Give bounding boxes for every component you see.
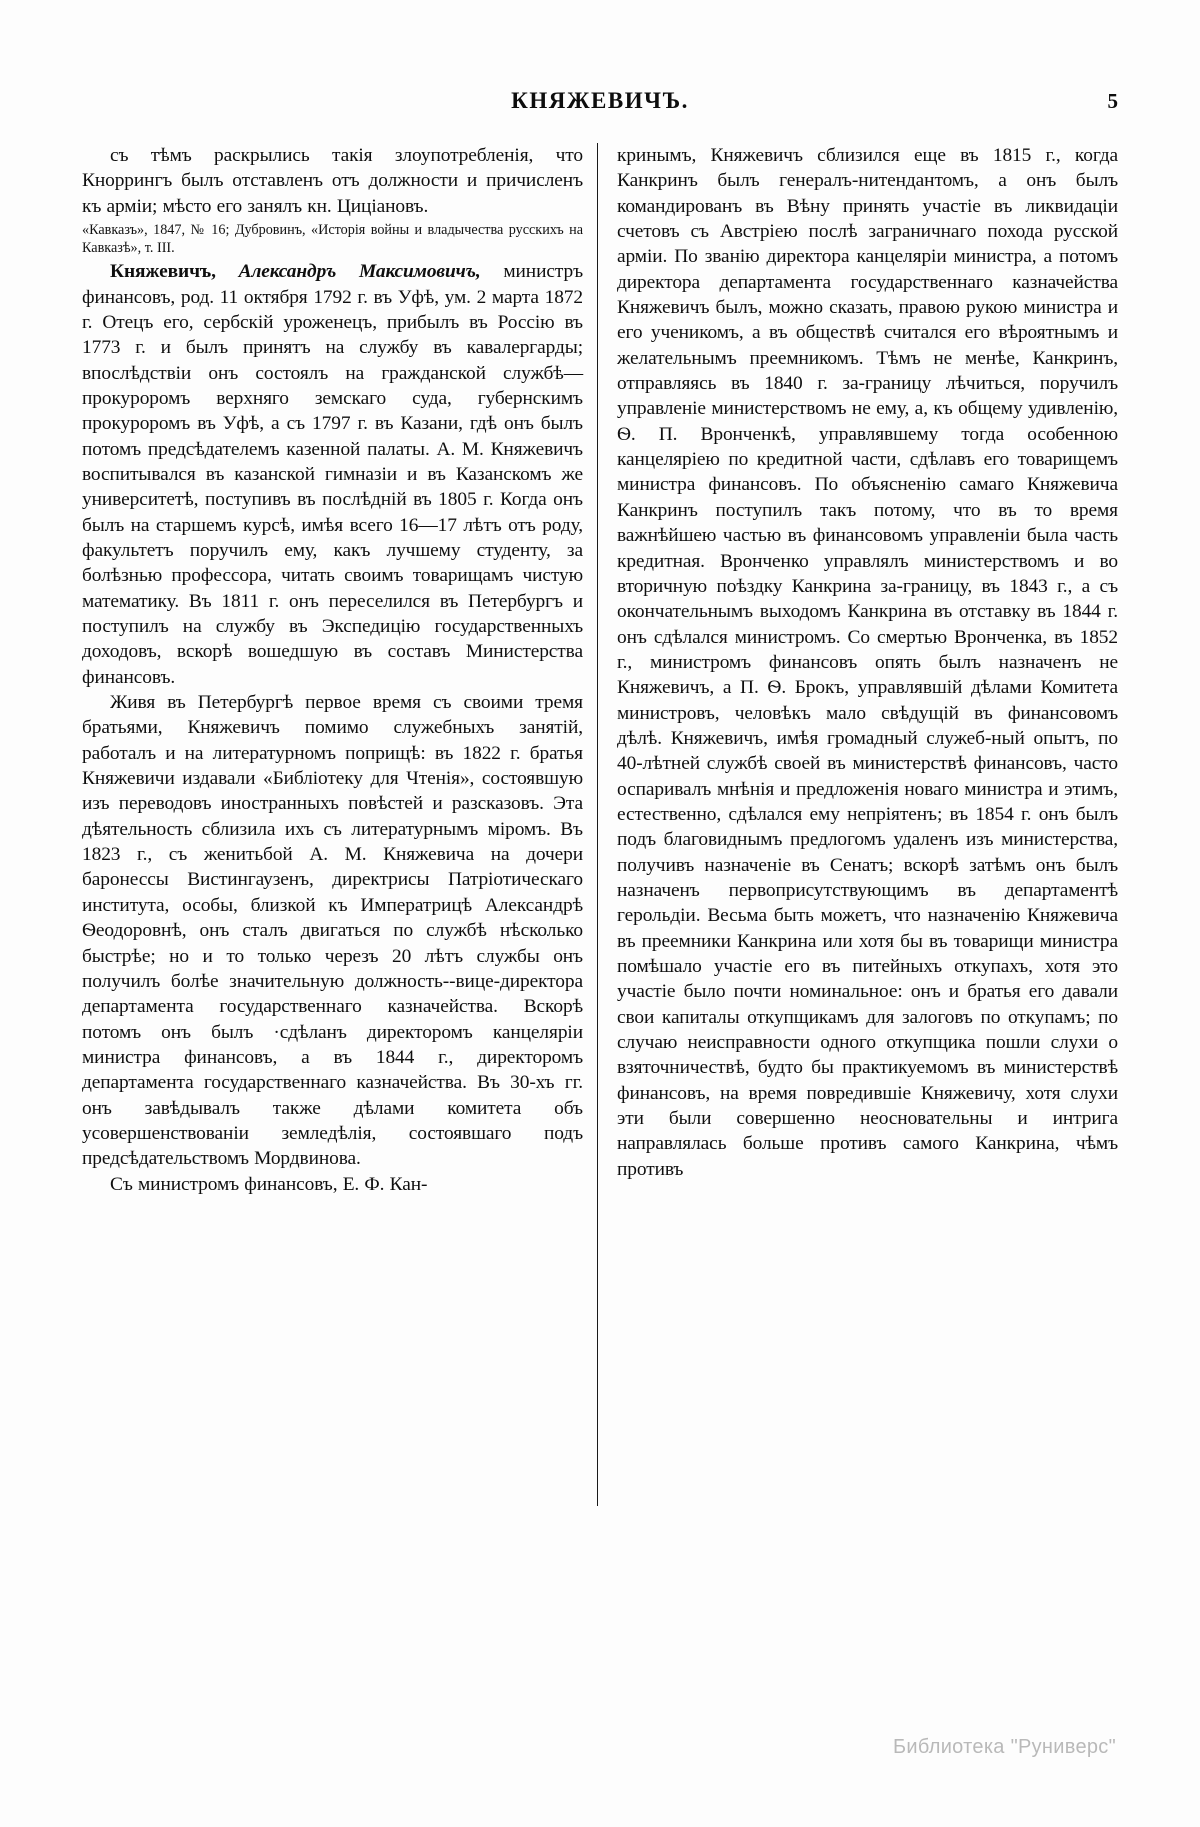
entry-body: министръ финансовъ, род. 11 октября 1792 г. въ Уфѣ, ум. 2 марта 1872 г. Отецъ его, сербскій уроженецъ, прибылъ въ Россію въ 1773 г. и былъ принятъ на службу въ кавалергарды; впослѣдствіи онъ состоялъ на гражданской службѣ—прокурoромъ верхняго земскаго суда, губернскимъ прокуроромъ въ Уфѣ, а съ 1797 г. въ Казани, гдѣ онъ былъ потомъ предсѣдателемъ казенной палаты. А. М. Княжевичъ воспитывался въ казанской гимназіи и въ Казанскомъ же университетѣ, поступивъ въ послѣдній въ 1805 г. Когда онъ былъ на старшемъ курсѣ, имѣя всего 16—17 лѣтъ отъ роду, факультетъ поручилъ ему, какъ лучшему студенту, за болѣзнью профессора, читать своимъ товарищамъ чистую математику. Въ 1811 г. онъ переселился въ Петербургъ и поступилъ на службу въ Экспедицію государственныхъ доходовъ, вскорѣ вошедшую въ составъ Министерства финансовъ.	[82, 261, 583, 688]
paragraph-biography: Живя въ Петербургѣ первое время съ своими тремя братьями, Княжевичъ помимо служебныхъ занятій, работалъ и на литературномъ поприщѣ: въ 1822 г. братья Княжевичи издавали «Библіотеку для Чтенія», состоявшую изъ переводовъ иностранныхъ повѣстей и разсказовъ. Эта дѣятельность сблизила ихъ съ литературнымъ міромъ. Въ 1823 г., съ женитьбой А. М. Княжевича на дочери баронессы Вистингаузенъ, директрисы Патріотическаго института, особы, близкой къ Императрицѣ Александрѣ Ѳеодоровнѣ, онъ сталъ двигаться по службѣ нѣсколько быстрѣе; но и то только черезъ 20 лѣтъ службы онъ получилъ болѣе значительную должность--вице-директора департамента государственнаго казначейства. Вскорѣ потомъ онъ былъ ·сдѣланъ директоромъ канцеляріи министра финансовъ, а въ 1844 г., директоромъ департамента государственнаго казначейства. Въ 30-хъ гг. онъ завѣдывалъ также дѣлами комитета объ усовершенствованіи земледѣлія, состоявшаго подъ предсѣдательствомъ Мордвинова.	[82, 692, 583, 1170]
paragraph-continuation: съ тѣмъ раскрылись такія злоупотребленія, что Кноррингъ былъ отставленъ отъ должности и причисленъ къ арміи; мѣсто его занялъ кн. Циціановъ.	[82, 145, 583, 217]
left-column	[82, 143, 583, 1513]
paragraph-tail: Съ министромъ финансовъ, Е. Ф. Кан-	[110, 1173, 428, 1195]
page-title: КНЯЖЕВИЧЪ.	[511, 88, 689, 113]
source-citation: «Кавказъ», 1847, № 16; Дубровинъ, «Исторія войны и владычества русскихъ на Кавказѣ», т. III.	[82, 222, 583, 256]
entry-name: Княжевичъ,	[110, 261, 216, 283]
right-column	[617, 143, 1118, 1513]
text-columns	[82, 143, 1118, 1513]
entry-paragraph	[82, 259, 583, 690]
page-header	[0, 88, 1200, 122]
page-number: 5	[1107, 89, 1118, 113]
paragraph-continued: кринымъ, Княжевичъ сблизился еще въ 1815 г., когда Канкринъ былъ генералъ-нитендантомъ, а онъ былъ командированъ въ Вѣну принять участіе въ ликвидаціи счетовъ съ Австріею послѣ заграничнаго похода русской арміи. По званію директора канцеляріи министра, а потомъ директора департамента государственнаго казначейства Княжевичъ былъ, можно сказать, правою рукою министра и его ученикомъ, а въ обществѣ считался его вѣроятнымъ и желательнымъ преемникомъ. Тѣмъ не менѣе, Канкринъ, отправляясь въ 1840 г. за-границу лѣчиться, поручилъ управленіе министерствомъ не ему, а, къ общему удивленію, Ѳ. П. Вронченкѣ, управлявшему тогда особенною канцеляріею по кредитной части, сдѣлавъ его товарищемъ министра финансовъ. По объясненію самаго Княжевича Канкринъ поступилъ такъ потому, что въ то время важнѣйшею частью въ финансовомъ управленіи была часть кредитная. Вронченко управлялъ министерствомъ и во вторичную поѣздку Канкрина за-границу, въ 1843 г., а съ окончательнымъ выходомъ Канкрина въ отставку въ 1844 г. онъ сдѣлался министромъ. Со смертью Вронченка, въ 1852 г., министромъ финансовъ опять былъ назначенъ не Княжевичъ, а П. Ѳ. Брокъ, управлявшій дѣлами Комитета министровъ, человѣкъ мало свѣдущій въ финансовомъ дѣлѣ. Княжевичъ, имѣя громадный служеб-ный опытъ, по 40-лѣтней службѣ своей въ министерствѣ финансовъ, часто оспаривалъ мнѣнія и предложенія новаго министра и этимъ, естественно, сдѣлался ему непріятенъ; въ 1854 г. онъ былъ подъ благовиднымъ предлогомъ удаленъ изъ министерства, получивъ назначеніе въ Сенатъ; вскорѣ затѣмъ онъ былъ назначенъ первоприсутствующимъ въ департаментѣ герольдіи. Весьма быть можетъ, что назначенію Княжевича въ преемники Канкрина или хотя бы въ товарищи министра помѣшало участіе его въ питейныхъ откупахъ, хотя это участіе было почти номинальное: онъ и братья его давали свои капиталы откупщикамъ для залоговъ по откупамъ; по случаю неисправности одного откупщика пошли слухи о взяточничествѣ, будто бы практикуемомъ въ министерствѣ финансовъ, на время повредившіе Княжевичу, хотя слухи эти были совершенно неосновательны и интрига направлялась больше противъ самого Канкрина, чѣмъ противъ	[617, 145, 1118, 1180]
entry-patronymic: Александръ Максимовичъ,	[238, 261, 481, 283]
library-watermark: Библиотека "Руниверс"	[892, 1736, 1116, 1758]
